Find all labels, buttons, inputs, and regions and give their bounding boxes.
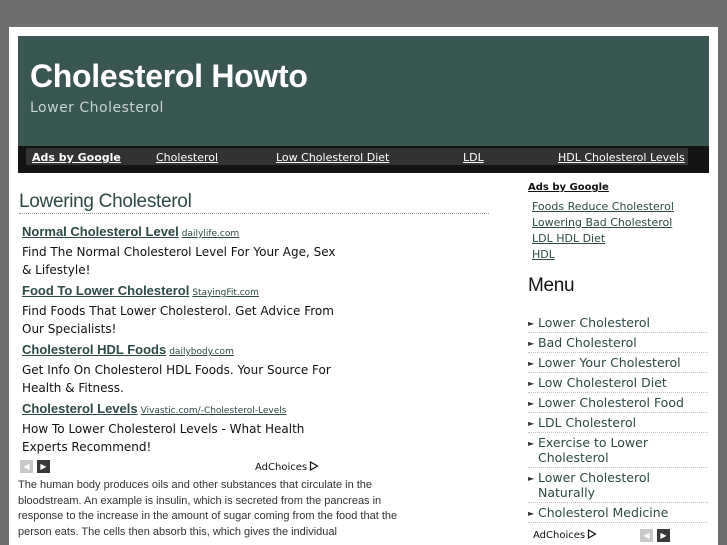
menu-link-lower-your-cholesterol[interactable]: Lower Your Cholesterol — [538, 355, 681, 370]
sidebar-ad-link[interactable]: Lowering Bad Cholesterol — [532, 216, 673, 229]
ad-unit — [22, 282, 342, 338]
nav-strip — [26, 148, 688, 165]
chevron-right-icon: ▶ — [40, 462, 47, 471]
ad-unit — [22, 400, 342, 456]
ad-domain-link[interactable]: dailybody.com — [169, 347, 234, 357]
menu-link-ldl-cholesterol[interactable]: LDL Cholesterol — [538, 415, 637, 430]
ad-title-link[interactable]: Normal Cholesterol Level — [22, 224, 179, 239]
menu-title: Menu — [528, 275, 575, 296]
chevron-right-icon: ► — [528, 439, 535, 448]
chevron-right-icon: ► — [528, 339, 535, 348]
adchoices-label: AdChoices — [255, 462, 308, 473]
article-body-text: The human body produces oils and other substances that circulate in the bloodstream. An example is insulin, which is secreted from the pancreas in response to the increase in the amount of sugar coming from the food that the person eats. The cells then absorb this, which gives the individual — [18, 479, 398, 538]
menu-link-lower-cholesterol-food[interactable]: Lower Cholesterol Food — [538, 395, 684, 410]
nav-link-cholesterol[interactable]: Cholesterol — [156, 151, 219, 164]
nav-link-hdl-cholesterol-levels[interactable]: HDL Cholesterol Levels — [558, 151, 685, 164]
menu-item — [528, 468, 708, 503]
content-title: Lowering Cholesterol — [19, 191, 192, 212]
chevron-left-icon: ◀ — [643, 531, 650, 540]
ad-prev-button[interactable] — [20, 460, 33, 473]
sidebar-adchoices-link[interactable] — [533, 529, 597, 541]
chevron-right-icon: ► — [528, 474, 535, 483]
site-title[interactable]: Cholesterol Howto — [30, 58, 308, 94]
ad-domain-link[interactable]: dailylife.com — [181, 229, 240, 239]
chevron-right-icon: ▶ — [660, 531, 667, 540]
sidebar-ads-by-google[interactable]: Ads by Google — [528, 182, 609, 193]
chevron-right-icon: ► — [528, 399, 535, 408]
menu-item — [528, 503, 708, 523]
adchoices-play-icon — [587, 529, 597, 539]
menu-item — [528, 433, 708, 468]
adchoices-play-icon — [309, 461, 319, 471]
menu-item — [528, 413, 708, 433]
ad-unit — [22, 341, 342, 397]
sidebar-ad-link[interactable]: HDL — [532, 248, 555, 261]
nav-ads-by-google[interactable]: Ads by Google — [32, 151, 121, 164]
chevron-right-icon: ► — [528, 379, 535, 388]
page-container — [9, 27, 718, 545]
content-divider — [19, 213, 489, 214]
ad-description: Find Foods That Lower Cholesterol. Get Advice From Our Specialists! — [22, 304, 334, 336]
ad-description: How To Lower Cholesterol Levels - What Health Experts Recommend! — [22, 422, 305, 454]
ad-title-link[interactable]: Food To Lower Cholesterol — [22, 283, 190, 298]
menu-item — [528, 393, 708, 413]
ad-domain-link[interactable]: StayingFit.com — [192, 288, 259, 298]
menu-item — [528, 313, 708, 333]
ad-unit — [22, 223, 342, 279]
sidebar-ad-next-button[interactable] — [657, 529, 670, 542]
chevron-right-icon: ► — [528, 359, 535, 368]
sidebar-ad-link[interactable]: Foods Reduce Cholesterol — [532, 200, 674, 213]
menu-item — [528, 333, 708, 353]
sidebar-menu — [528, 313, 708, 523]
ad-description: Get Info On Cholesterol HDL Foods. Your Source For Health & Fitness. — [22, 363, 331, 395]
menu-link-cholesterol-medicine[interactable]: Cholesterol Medicine — [538, 505, 669, 520]
site-header — [18, 36, 709, 146]
ad-title-link[interactable]: Cholesterol HDL Foods — [22, 342, 167, 357]
menu-link-exercise-to-lower-cholesterol[interactable]: Exercise to Lower Cholesterol — [538, 435, 648, 465]
menu-item — [528, 353, 708, 373]
sidebar-ad-prev-button[interactable] — [640, 529, 653, 542]
adchoices-link[interactable] — [255, 461, 319, 473]
site-tagline: Lower Cholesterol — [30, 100, 164, 116]
chevron-right-icon: ► — [528, 319, 535, 328]
menu-link-low-cholesterol-diet[interactable]: Low Cholesterol Diet — [538, 375, 667, 390]
adchoices-label: AdChoices — [533, 530, 586, 541]
chevron-right-icon: ► — [528, 419, 535, 428]
ad-domain-link[interactable]: Vivastic.com/-Cholesterol-Levels — [140, 406, 287, 416]
nav-link-low-cholesterol-diet[interactable]: Low Cholesterol Diet — [276, 151, 390, 164]
menu-link-lower-cholesterol-naturally[interactable]: Lower Cholesterol Naturally — [538, 470, 650, 500]
nav-bar — [18, 146, 709, 173]
chevron-left-icon: ◀ — [23, 462, 30, 471]
ad-title-link[interactable]: Cholesterol Levels — [22, 401, 138, 416]
ad-description: Find The Normal Cholesterol Level For Your Age, Sex & Lifestyle! — [22, 245, 336, 277]
ad-next-button[interactable] — [37, 460, 50, 473]
nav-link-ldl[interactable]: LDL — [463, 151, 484, 164]
menu-item — [528, 373, 708, 393]
menu-link-bad-cholesterol[interactable]: Bad Cholesterol — [538, 335, 637, 350]
menu-link-lower-cholesterol[interactable]: Lower Cholesterol — [538, 315, 650, 330]
sidebar-ad-link[interactable]: LDL HDL Diet — [532, 232, 606, 245]
chevron-right-icon: ► — [528, 509, 535, 518]
